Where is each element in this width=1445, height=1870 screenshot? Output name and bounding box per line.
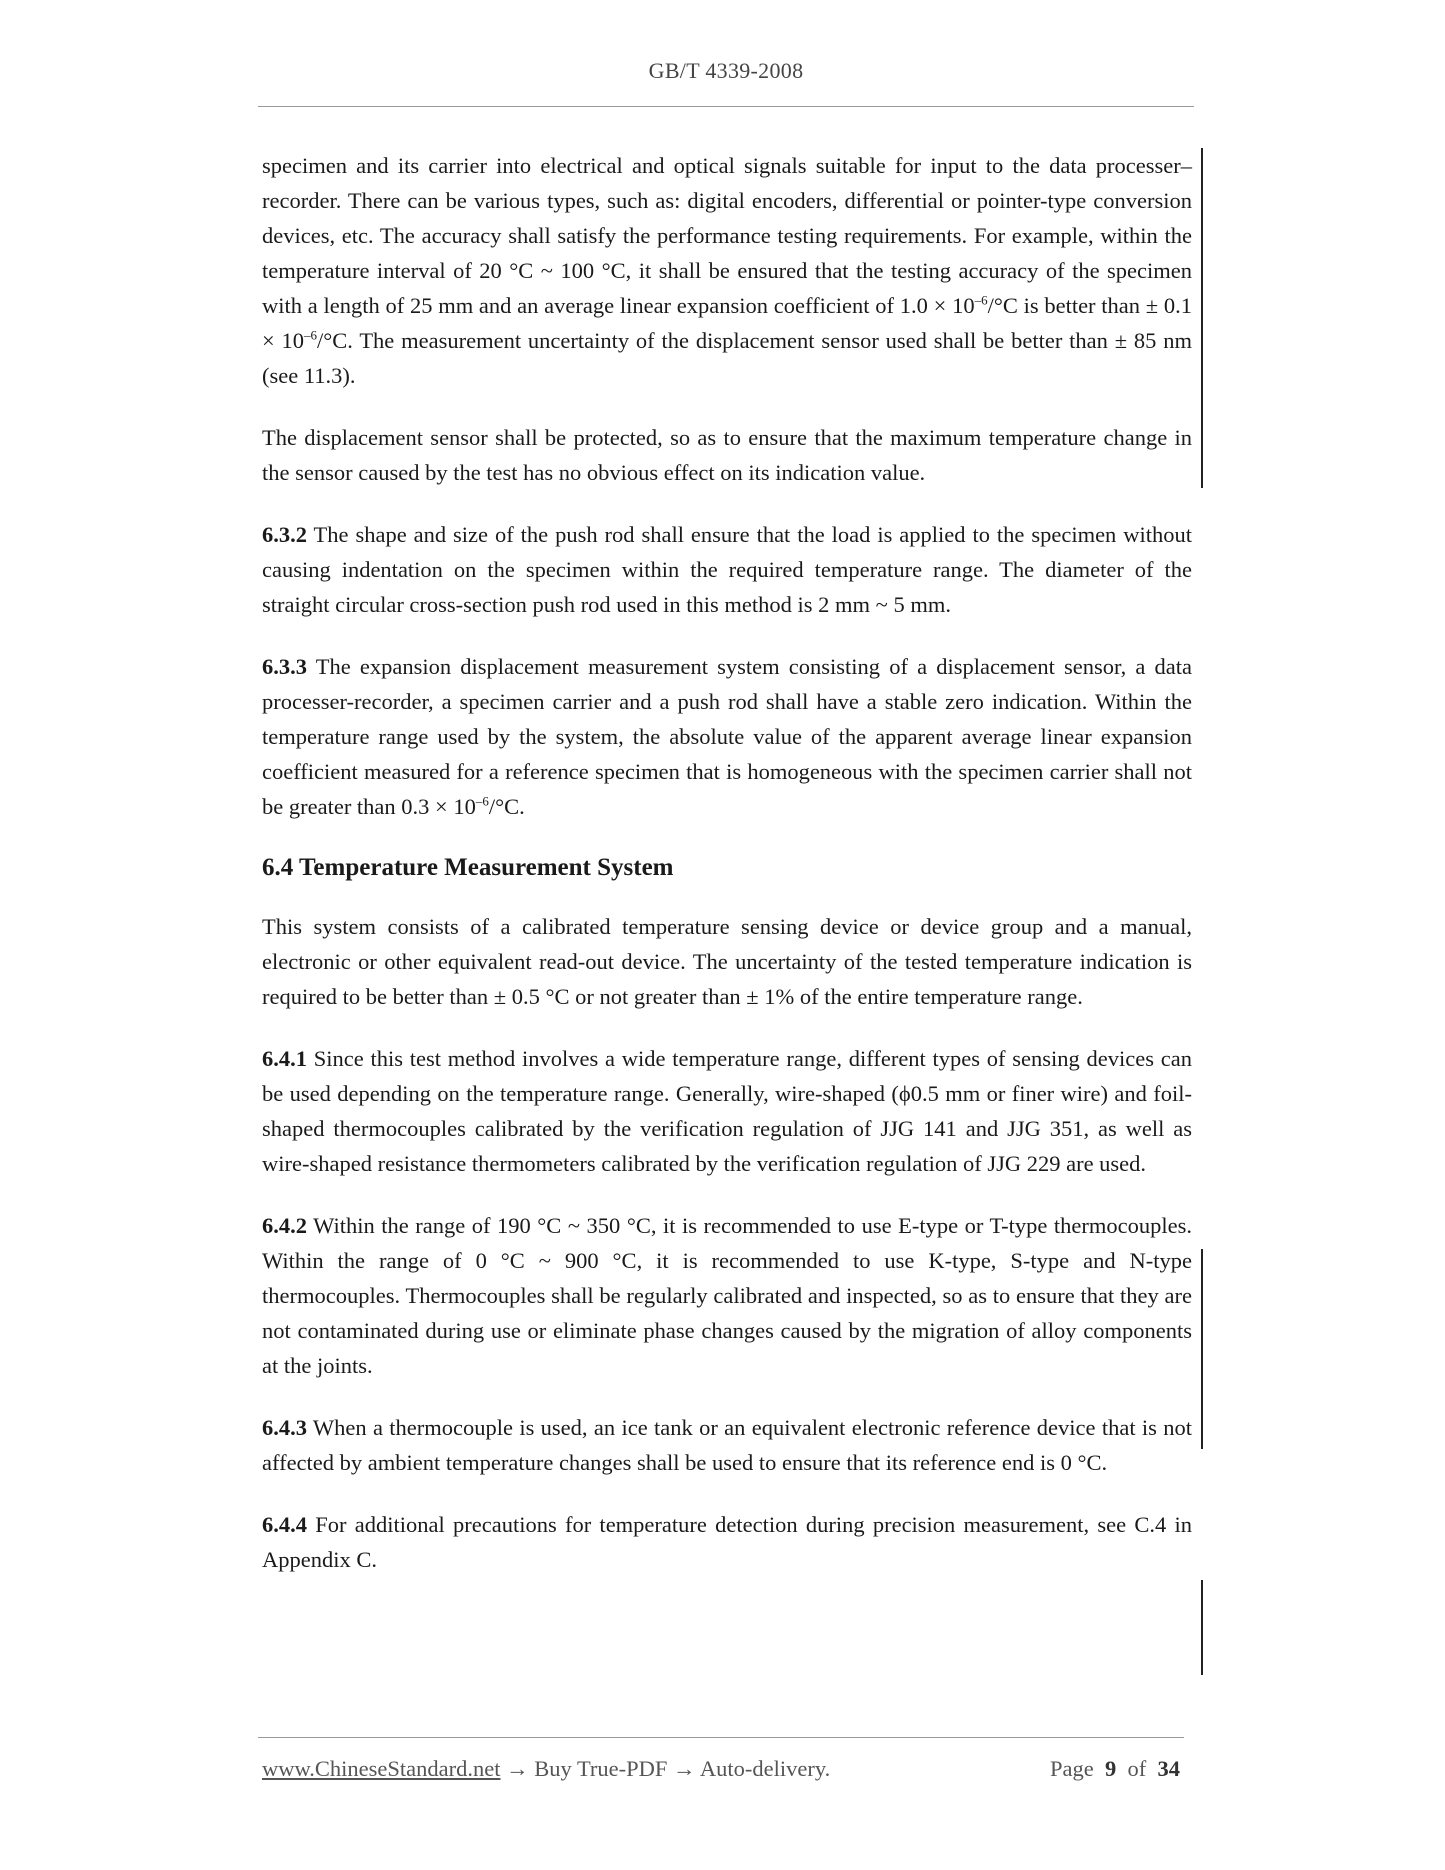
clause-number: 6.3.2 [262,522,307,547]
paragraph-text: specimen and its carrier into electrical and optical signals suitable for input to the data processer–recorder. There can be various types, such as: digital encoders, differential or pointer-type conversion devices, etc. The accuracy shall satisfy the performance testing requirements. For example, within the temperature interval of 20 °C ~ 100 °C, it shall be ensured that the testing accuracy of the specimen with a length of 25 mm and an average linear expansion coefficient of 1.0 × 10 [262,153,1192,318]
clause-text: Since this test method involves a wide temperature range, different types of sensing devices can be used depending on the temperature range. Generally, wire-shaped (ϕ0.5 mm or finer wire) and foil-shaped thermocouples calibrated by the verification regulation of JJG 141 and JJG 351, as well as wire-shaped resistance thermometers calibrated by the verification regulation of JJG 229 are used. [262,1046,1192,1176]
document-body [262,148,1192,1604]
clause-6-4-4 [262,1507,1192,1577]
clause-6-4-1 [262,1041,1192,1181]
clause-number: 6.4.4 [262,1512,307,1537]
change-bar [1201,148,1203,488]
total-pages: 34 [1157,1756,1180,1781]
clause-text: Within the range of 190 °C ~ 350 °C, it is recommended to use E-type or T-type thermocouples. Within the range of 0 °C ~ 900 °C, it is recommended to use K-type, S-type and N-type thermocouples. Thermocouples shall be regularly calibrated and inspected, so as to ensure that they are not contaminated during use or eliminate phase changes caused by the migration of alloy components at the joints. [262,1213,1192,1378]
clause-6-3-3 [262,649,1192,824]
clause-6-3-2 [262,517,1192,622]
footer-divider [258,1737,1184,1738]
section-heading-6-4: 6.4 Temperature Measurement System [262,854,674,881]
page-number: 9 [1105,1756,1117,1781]
change-bar [1201,1580,1203,1675]
clause-number: 6.4.3 [262,1415,307,1440]
paragraph-sensor-description [262,148,1192,393]
clause-6-4-3 [262,1410,1192,1480]
of-label: of [1127,1756,1147,1781]
clause-text: For additional precautions for temperature detection during precision measurement, see C.4 in Appendix C. [262,1512,1192,1572]
document-id-header: GB/T 4339-2008 [648,58,804,83]
website-link[interactable]: www.ChineseStandard.net [262,1756,501,1781]
exponent: –6 [304,327,318,343]
clause-text: /°C. [488,794,525,819]
paragraph-sensor-protection: The displacement sensor shall be protected, so as to ensure that the maximum temperature change in the sensor caused by the test has no obvious effect on its indication value. [262,425,1192,485]
paragraph-text: /°C. The measurement uncertainty of the displacement sensor used shall be better than ± 85 nm (see 11.3). [262,328,1192,388]
header-divider [258,106,1194,107]
exponent: –6 [974,292,988,308]
clause-text: When a thermocouple is used, an ice tank or an equivalent electronic reference device that is not affected by ambient temperature changes shall be used to ensure that its reference end is 0 °C. [262,1415,1192,1475]
page-footer [262,1756,1180,1782]
clause-number: 6.4.1 [262,1046,307,1071]
section-6-4-intro: This system consists of a calibrated temperature sensing device or device group and a manual, electronic or other equivalent read-out device. The uncertainty of the tested temperature indication is required to be better than ± 0.5 °C or not greater than ± 1% of the entire temperature range. [262,914,1192,1009]
clause-6-4-2 [262,1208,1192,1383]
clause-text: The expansion displacement measurement system consisting of a displacement sensor, a data processer-recorder, a specimen carrier and a push rod shall have a stable zero indication. Within the temperature range used by the system, the absolute value of the apparent average linear expansion coefficient measured for a reference specimen that is homogeneous with the specimen carrier shall not be greater than 0.3 × 10 [262,654,1192,819]
page-label: Page [1050,1756,1094,1781]
exponent: –6 [475,793,489,809]
change-bar [1201,1249,1203,1449]
clause-number: 6.4.2 [262,1213,307,1238]
page-indicator [1050,1756,1180,1782]
clause-number: 6.3.3 [262,654,307,679]
clause-text: The shape and size of the push rod shall ensure that the load is applied to the specimen without causing indentation on the specimen within the required temperature range. The diameter of the straight circular cross-section push rod used in this method is 2 mm ~ 5 mm. [262,522,1192,617]
paragraph-text: /°C is better than ± 0.1 × 10 [262,293,1192,353]
footer-promo-text: → Buy True-PDF → Auto-delivery. [500,1756,831,1781]
